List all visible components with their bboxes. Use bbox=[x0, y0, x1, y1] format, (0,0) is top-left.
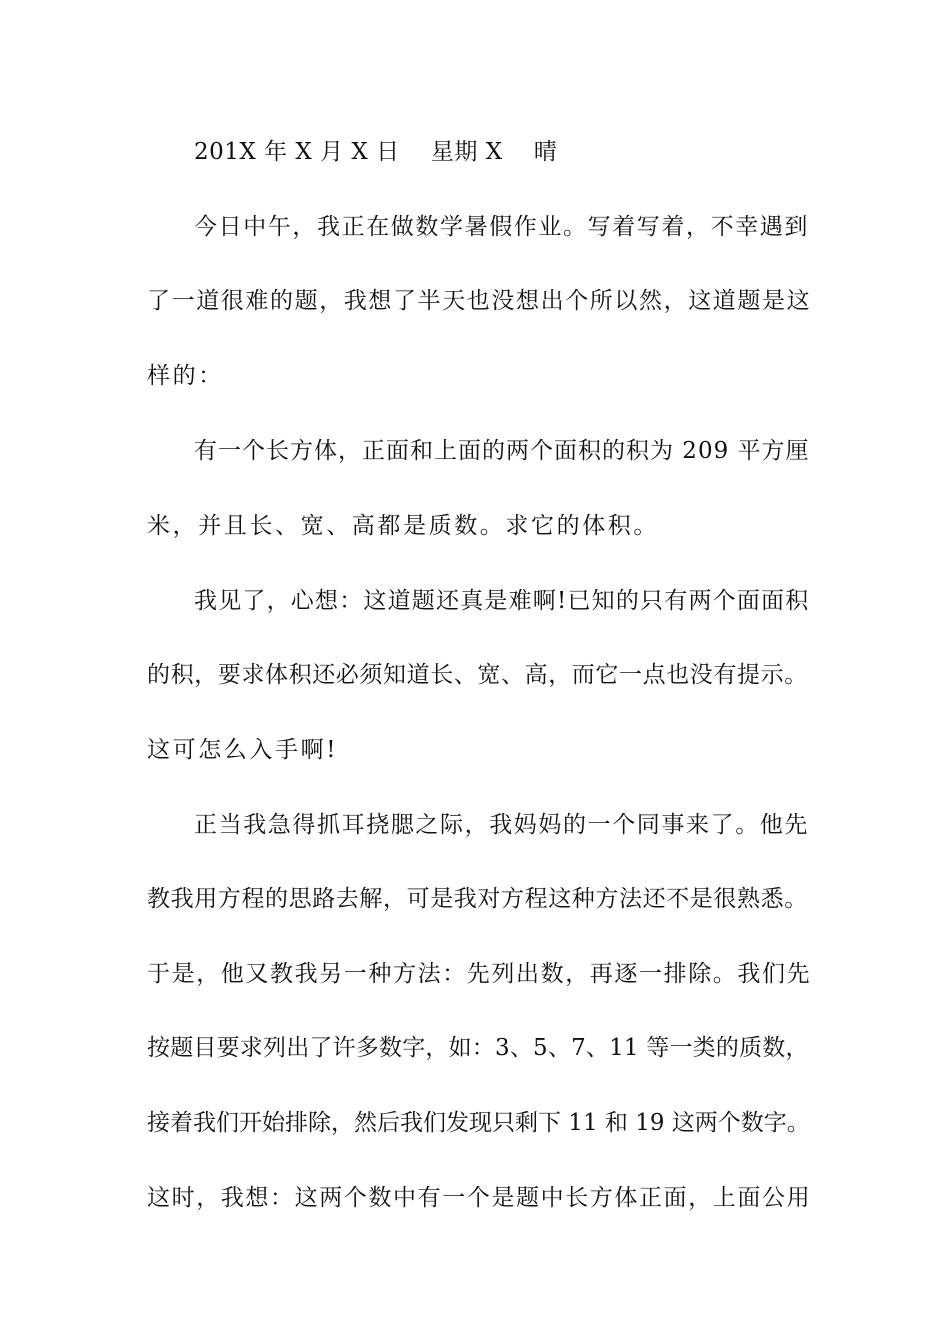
paragraph-line: 于是，他又教我另一种方法：先列出数，再逐一排除。我们先 bbox=[147, 961, 812, 987]
paragraph-line: 这时，我想：这两个数中有一个是题中长方体正面，上面公用 bbox=[147, 1185, 812, 1211]
paragraph-line: 我见了，心想：这道题还真是难啊!已知的只有两个面面积 bbox=[194, 588, 810, 614]
paragraph-line: 有一个长方体，正面和上面的两个面积的积为 209 平方厘 bbox=[194, 438, 810, 464]
paragraph-line: 接着我们开始排除，然后我们发现只剩下 11 和 19 这两个数字。 bbox=[147, 1110, 810, 1136]
diary-date-line: 201X 年 X 月 X 日 星期 X 晴 bbox=[194, 139, 558, 165]
paragraph-line: 按题目要求列出了许多数字，如：3、5、7、11 等一类的质数， bbox=[147, 1035, 809, 1061]
paragraph-line: 米，并且长、宽、高都是质数。求它的体积。 bbox=[147, 513, 659, 539]
paragraph-line: 正当我急得抓耳挠腮之际，我妈妈的一个同事来了。他先 bbox=[194, 812, 809, 838]
paragraph-line: 这可怎么入手啊! bbox=[147, 737, 339, 763]
paragraph-line: 教我用方程的思路去解，可是我对方程这种方法还不是很熟悉。 bbox=[147, 886, 808, 912]
paragraph-line: 了一道很难的题，我想了半天也没想出个所以然，这道题是这 bbox=[147, 288, 812, 314]
paragraph-line: 的积，要求体积还必须知道长、宽、高，而它一点也没有提示。 bbox=[147, 662, 808, 688]
paragraph-line: 样的： bbox=[147, 363, 224, 389]
paragraph-line: 今日中午，我正在做数学暑假作业。写着写着，不幸遇到 bbox=[194, 214, 809, 240]
